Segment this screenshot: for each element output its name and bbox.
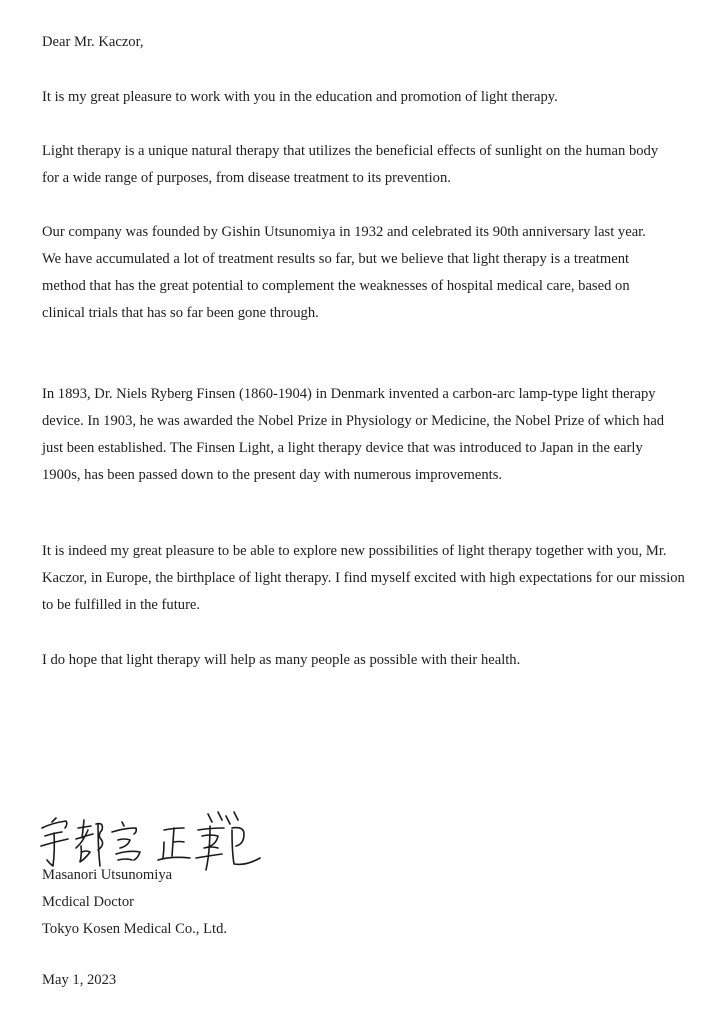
paragraph-4: In 1893, Dr. Niels Ryberg Finsen (1860-1904) in Denmark invented a carbon-arc lamp-type light therapy device. In 1903, he was awarded the Nobel Prize in Physiology or Medicine, the Nobel Prize of which had just been established. The Finsen Light, a light therapy device that was introduced to Japan in the early 1900s, has been passed down to the present day with numerous improvements. [42,386,665,483]
paragraph-1: It is my great pleasure to work with you in the education and promotion of light therapy. [42,89,558,105]
paragraph-2: Light therapy is a unique natural therapy that utilizes the beneficial effects of sunlight on the human body for a wide range of purposes, from disease treatment to its prevention. [42,143,659,186]
paragraph-3: Our company was founded by Gishin Utsunomiya in 1932 and celebrated its 90th anniversary last year. We have accumulated a lot of treatment results so far, but we believe that light therapy is a treatment method that has the great potential to complement the weaknesses of hospital medical care, based on clinical trials that has so far been gone through. [42,224,646,321]
signer-title: Mcdical Doctor [42,894,134,910]
paragraph-5: It is indeed my great pleasure to be able to explore new possibilities of light therapy together with you, Mr. Kaczor, in Europe, the birthplace of light therapy. I find myself excited with high expectations for our mission to be fulfilled in the future. [42,543,685,613]
salutation: Dear Mr. Kaczor, [42,34,144,50]
signer-name: Masanori Utsunomiya [42,867,173,883]
letter-date: May 1, 2023 [42,972,117,988]
paragraph-6: I do hope that light therapy will help as many people as possible with their health. [42,652,521,668]
signer-company: Tokyo Kosen Medical Co., Ltd. [42,921,228,937]
